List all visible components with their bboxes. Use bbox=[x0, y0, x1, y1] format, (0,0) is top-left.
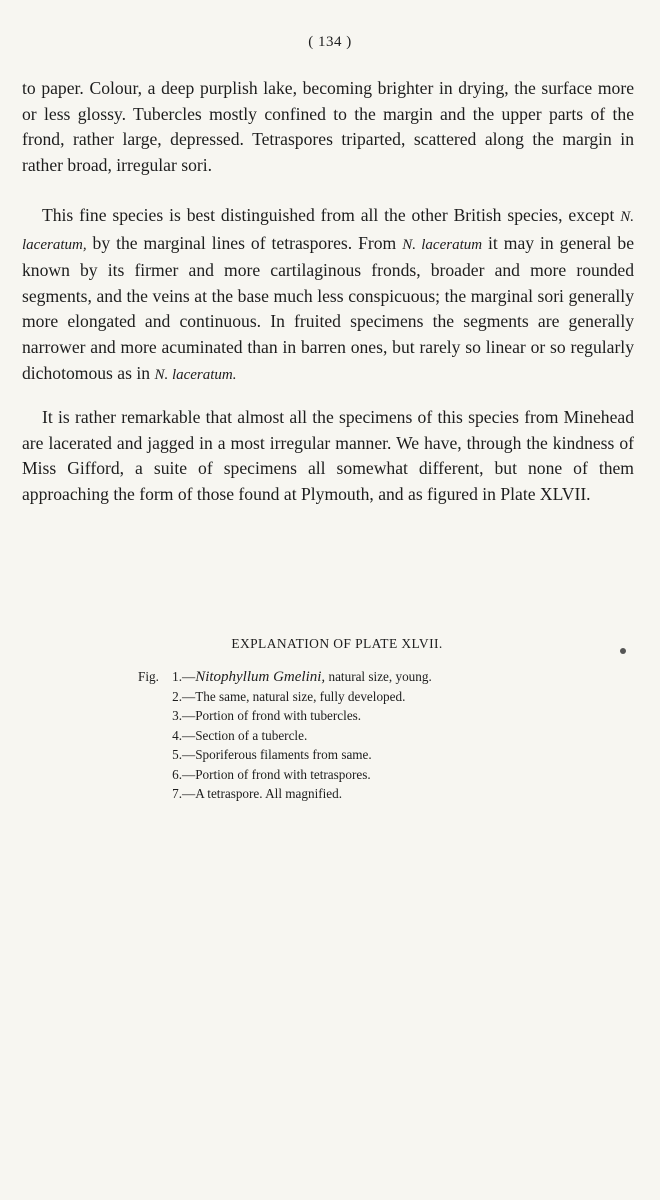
caption-species-italic: Nitophyllum Gmelini, bbox=[195, 669, 326, 685]
paragraph-1 bbox=[22, 76, 634, 178]
figure-item bbox=[0, 706, 660, 726]
caption-dash: — bbox=[182, 766, 196, 782]
paragraph-1-text: to paper. Colour, a deep purplish lake, becoming brighter in drying, the surface more or less glossy. Tubercles mostly confined to the margin and the upper parts of the frond, rather large, depressed. Tetraspores triparted, scattered along the margin in rather broad, irregular sori. bbox=[22, 78, 634, 175]
caption-dash: — bbox=[182, 727, 196, 743]
caption-text: The same, natural size, fully developed. bbox=[195, 688, 406, 704]
caption-dash: — bbox=[182, 786, 196, 801]
ink-speck bbox=[620, 648, 626, 654]
caption-dash: — bbox=[182, 688, 196, 704]
species-name-italic: N. laceratum bbox=[402, 236, 483, 253]
figure-item bbox=[0, 784, 660, 804]
caption-text: natural size, young. bbox=[325, 669, 432, 684]
figure-number: 1. bbox=[172, 669, 182, 684]
page-number: ( 134 ) bbox=[308, 34, 352, 50]
figure-caption bbox=[182, 745, 372, 765]
paragraph-2-run: by the marginal lines of tetraspores. From bbox=[86, 232, 403, 253]
figure-number: 6. bbox=[172, 766, 182, 782]
figure-item bbox=[0, 687, 660, 707]
figure-number: 3. bbox=[172, 708, 182, 723]
figure-item bbox=[0, 726, 660, 746]
caption-text: A tetraspore. All magnified. bbox=[195, 786, 343, 801]
caption-text: Sporiferous filaments from same. bbox=[195, 747, 372, 762]
figure-caption bbox=[182, 687, 405, 707]
explanation-heading: EXPLANATION OF PLATE XLVII. bbox=[231, 636, 443, 651]
figure-list bbox=[0, 667, 660, 804]
paragraph-2-text bbox=[22, 203, 634, 388]
caption-dash: — bbox=[182, 708, 196, 723]
figure-number: 2. bbox=[172, 688, 182, 704]
figure-item bbox=[0, 745, 660, 765]
figure-number: 4. bbox=[172, 727, 182, 743]
paragraph-2 bbox=[22, 203, 634, 388]
figure-caption bbox=[182, 667, 432, 688]
fig-prefix: Fig. bbox=[138, 669, 159, 684]
figure-item bbox=[0, 667, 660, 687]
caption-text: Portion of frond with tetraspores. bbox=[195, 766, 371, 782]
plate-explanation bbox=[0, 636, 660, 801]
figure-caption bbox=[182, 765, 371, 785]
paragraph-3-text: It is rather remarkable that almost all the specimens of this species from Minehead are lacerated and jagged in a most irregular manner. We have, through the kindness of Miss Gifford, a suite of specimens all somewhat different, but none of them approaching the form of those found at Plymouth, and as figured in Plate XLVII. bbox=[22, 407, 634, 504]
caption-text: Portion of frond with tubercles. bbox=[195, 708, 362, 723]
figure-item bbox=[0, 765, 660, 785]
paragraph-2-run: it may in general be known by its firmer and more cartilaginous fronds, broader and more rounded segments, and the veins at the base much less conspicuous; the marginal sori generally more elongated and continuous. In fruited specimens the segments are generally narrower and more acuminated than in barren ones, but rarely so linear or so regularly dichotomous as in bbox=[22, 232, 635, 383]
figure-caption bbox=[182, 784, 342, 804]
species-name-italic: N. laceratum. bbox=[154, 366, 237, 383]
figure-number: 7. bbox=[172, 786, 182, 801]
figure-caption bbox=[182, 706, 361, 726]
paragraph-2-run: This fine species is best distinguished from all the other British species, except bbox=[42, 205, 621, 225]
caption-dash: — bbox=[182, 669, 196, 684]
figure-caption bbox=[182, 726, 307, 746]
caption-dash: — bbox=[182, 747, 196, 762]
paragraph-3 bbox=[22, 405, 634, 507]
caption-text: Section of a tubercle. bbox=[195, 727, 308, 743]
species-name-italic: N. laceratum, bbox=[22, 209, 634, 253]
figure-number: 5. bbox=[172, 747, 182, 762]
